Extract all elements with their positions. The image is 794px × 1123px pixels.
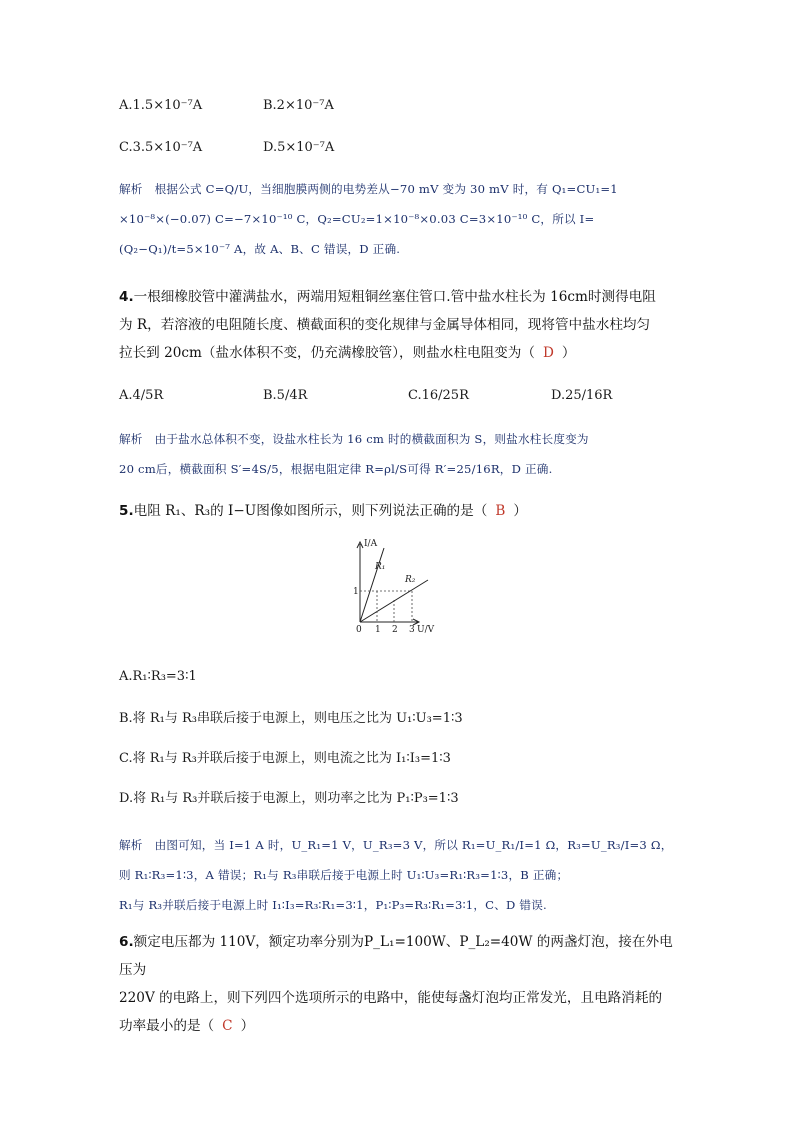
q6-stem-line1: 额定电压都为 110V，额定功率分别为P_L₁=100W、P_L₂=40W 的两盏灯泡，接在外电压为 xyxy=(119,934,673,978)
q4-option-a: A.4/5R xyxy=(119,388,164,403)
q3-option-b: B.2×10⁻⁷A xyxy=(263,98,334,113)
question-5: 5.电阻 R₁、R₃的 I−U图像如图所示，则下列说法正确的是（ B ） xyxy=(119,503,527,519)
q4-answer: D xyxy=(542,345,554,361)
r2-label: R₂ xyxy=(405,575,416,585)
q3-solution-line3: (Q₂−Q₁)/t=5×10⁻⁷ A，故 A、B、C 错误，D 正确. xyxy=(119,242,401,256)
q6-stem-line2: 220V 的电路上，则下列四个选项所示的电路中，能使每盏灯泡均正常发光，且电路消耗的 xyxy=(119,990,663,1006)
q3-solution-line2: ×10⁻⁸×(−0.07) C=−7×10⁻¹⁰ C，Q₂=CU₂=1×10⁻⁸×0.03 C=3×10⁻¹⁰ C，所以 I= xyxy=(119,212,595,226)
q5-option-d: D.将 R₁与 R₃并联后接于电源上，则功率之比为 P₁∶P₃=1∶3 xyxy=(119,791,459,806)
i-u-graph xyxy=(346,538,435,635)
q5-option-a: A.R₁∶R₃=3∶1 xyxy=(119,669,197,684)
q4-solution-line1: 解析 由于盐水总体积不变，设盐水柱长为 16 cm 时的横截面积为 S，则盐水柱长度变为 xyxy=(119,432,589,446)
q4-solution-line2: 20 cm后，横截面积 S′=4S/5，根据电阻定律 R=ρl/S可得 R′=25/16R，D 正确. xyxy=(119,462,553,476)
q4-stem-line1: 一根细橡胶管中灌满盐水，两端用短粗铜丝塞住管口.管中盐水柱长为 16cm时测得电阻 xyxy=(133,289,656,305)
x-tick-2: 2 xyxy=(392,625,398,635)
y-tick-1: 1 xyxy=(353,587,359,597)
question-6: 6.额定电压都为 110V，额定功率分别为P_L₁=100W、P_L₂=40W 的两盏灯泡，接在外电压为 220V 的电路上，则下列四个选项所示的电路中，能使每盏灯泡均正常发光，且电路消耗的 功率最小的是（ C ） xyxy=(119,928,679,1040)
origin-label: 0 xyxy=(356,625,362,635)
solution-tag: 解析 xyxy=(119,182,143,196)
q4-number: 4. xyxy=(119,289,134,305)
x-tick-3: 3 xyxy=(409,625,415,635)
q5-number: 5. xyxy=(119,503,134,519)
q5-solution-line2: 则 R₁∶R₃=1∶3，A 错误；R₁与 R₃串联后接于电源上时 U₁∶U₃=R₁∶R₃=1∶3，B 正确； xyxy=(119,868,569,882)
q4-option-d: D.25/16R xyxy=(551,388,613,403)
q3-option-a: A.1.5×10⁻⁷A xyxy=(119,98,203,113)
q4-option-b: B.5/4R xyxy=(263,388,308,403)
x-tick-1: 1 xyxy=(375,625,381,635)
q5-answer: B xyxy=(495,503,506,519)
y-axis-label: I/A xyxy=(364,539,378,549)
q6-number: 6. xyxy=(119,934,134,950)
q4-stem-line3: 拉长到 20cm（盐水体积不变，仍充满橡胶管），则盐水柱电阻变为（ xyxy=(119,345,535,361)
r1-label: R₁ xyxy=(375,562,386,572)
q4-solution xyxy=(119,424,679,484)
solution-tag: 解析 xyxy=(119,432,143,446)
q5-option-b: B.将 R₁与 R₃串联后接于电源上，则电压之比为 U₁∶U₃=1∶3 xyxy=(119,711,463,726)
r1-line xyxy=(360,548,384,622)
q5-solution-line1: 解析 由图可知，当 I=1 A 时，U_R₁=1 V，U_R₃=3 V，所以 R₁=U_R₁/I=1 Ω，R₃=U_R₃/I=3 Ω， xyxy=(119,838,673,852)
q6-answer: C xyxy=(222,1018,233,1034)
q3-option-d: D.5×10⁻⁷A xyxy=(263,140,335,155)
q5-solution xyxy=(119,830,679,920)
q5-option-c: C.将 R₁与 R₃并联后接于电源上，则电流之比为 I₁∶I₃=1∶3 xyxy=(119,751,451,766)
q3-option-c: C.3.5×10⁻⁷A xyxy=(119,140,203,155)
q3-solution-line1: 解析 根据公式 C=Q/U，当细胞膜两侧的电势差从−70 mV 变为 30 mV 时，有 Q₁=CU₁=1 xyxy=(119,182,618,196)
q4-option-c: C.16/25R xyxy=(408,388,469,403)
q5-solution-line3: R₁与 R₃并联后接于电源上时 I₁∶I₃=R₃∶R₁=3∶1，P₁∶P₃=R₃∶R₁=3∶1，C、D 错误. xyxy=(119,898,547,912)
q6-stem-line3: 功率最小的是（ xyxy=(119,1018,215,1034)
x-axis-label: U/V xyxy=(417,625,435,635)
q4-stem-line2: 为 R，若溶液的电阻随长度、横截面积的变化规律与金属导体相同，现将管中盐水柱均匀 xyxy=(119,317,651,333)
q5-stem: 电阻 R₁、R₃的 I−U图像如图所示，则下列说法正确的是（ xyxy=(133,503,488,519)
q3-solution xyxy=(119,174,679,264)
question-4: 4.一根细橡胶管中灌满盐水，两端用短粗铜丝塞住管口.管中盐水柱长为 16cm时测得电阻 为 R，若溶液的电阻随长度、横截面积的变化规律与金属导体相同，现将管中盐水柱均匀 拉长到 20cm（盐水体积不变，仍充满橡胶管），则盐水柱电阻变为（ D ） xyxy=(119,283,679,367)
solution-tag: 解析 xyxy=(119,838,143,852)
